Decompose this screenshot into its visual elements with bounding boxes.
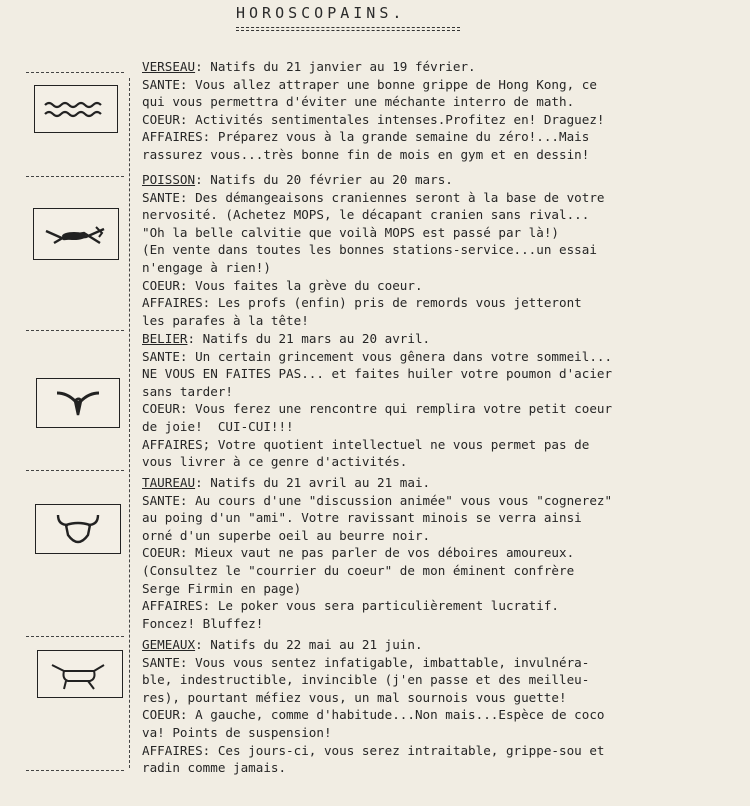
title-underline: [236, 27, 460, 31]
sign-text-line: Foncez! Bluffez!: [142, 615, 264, 631]
horoscope-entry-poisson: [142, 171, 746, 329]
sign-text-line: Serge Firmin en page): [142, 580, 302, 596]
margin-mark: [26, 330, 124, 331]
sign-text-line: orné d'un superbe oeil au beurre noir.: [142, 527, 431, 543]
sign-dates: : Natifs du 21 mars au 20 avril.: [187, 331, 431, 346]
gemini-twins-icon: [37, 650, 123, 698]
margin-divider: [129, 78, 130, 768]
sign-text-line: nervosité. (Achetez MOPS, le décapant cranien sans rival...: [142, 207, 590, 223]
horoscope-entry-belier: [142, 330, 746, 471]
sign-text-line: AFFAIRES: Les profs (enfin) pris de remords vous jetteront: [142, 295, 582, 311]
sign-text-line: (En vente dans toutes les bonnes stations-service...un essai: [142, 242, 597, 258]
sign-text-line: SANTE: Vous vous sentez infatigable, imbattable, invulnéra-: [142, 654, 590, 670]
sign-text-line: va! Points de suspension!: [142, 724, 332, 740]
sign-text-line: AFFAIRES: Le poker vous sera particulièrement lucratif.: [142, 598, 560, 614]
sign-text-line: SANTE: Vous allez attraper une bonne grippe de Hong Kong, ce: [142, 76, 597, 92]
sign-header: [142, 58, 746, 76]
sign-name: TAUREAU: [142, 475, 196, 490]
sign-name: POISSON: [142, 172, 196, 187]
page-title: HOROSCOPAINS.: [236, 4, 406, 22]
sign-text-line: COEUR: Mieux vaut ne pas parler de vos déboires amoureux.: [142, 545, 575, 561]
margin-mark: [26, 636, 124, 637]
sign-text-line: radin comme jamais.: [142, 760, 287, 776]
sign-text-line: ble, indestructible, invincible (j'en passe et des meilleu-: [142, 672, 590, 688]
margin-mark: [26, 770, 124, 771]
sign-text-line: res), pourtant méfiez vous, un mal sournois vous guette!: [142, 689, 567, 705]
sign-text-line: SANTE: Un certain grincement vous gênera dans votre sommeil...: [142, 348, 613, 364]
sign-text-line: sans tarder!: [142, 383, 233, 399]
sign-text-line: rassurez vous...très bonne fin de mois en gym et en dessin!: [142, 146, 590, 162]
sign-dates: : Natifs du 22 mai au 21 juin.: [195, 637, 423, 652]
horoscope-entry-gemeaux: [142, 636, 746, 777]
sign-text-line: SANTE: Des démangeaisons craniennes seront à la base de votre: [142, 189, 605, 205]
sign-header: [142, 330, 746, 348]
sign-text-line: COEUR: Vous faites la grève du coeur.: [142, 277, 423, 293]
sign-text-line: de joie! CUI-CUI!!!: [142, 418, 294, 434]
sign-text-line: au poing d'un "ami". Votre ravissant minois se verra ainsi: [142, 510, 582, 526]
margin-mark: [26, 470, 124, 471]
sign-text-line: vous livrer à ce genre d'activités.: [142, 454, 408, 470]
sign-text-line: n'engage à rien!): [142, 259, 271, 275]
sign-name: GEMEAUX: [142, 637, 196, 652]
sign-text-line: COEUR: Vous ferez une rencontre qui remplira votre petit coeur: [142, 401, 613, 417]
sign-dates: : Natifs du 20 février au 20 mars.: [195, 172, 453, 187]
sign-text-line: (Consultez le "courrier du coeur" de mon éminent confrère: [142, 562, 575, 578]
sign-header: [142, 171, 746, 189]
sign-text-line: AFFAIRES: Préparez vous à la grande semaine du zéro!...Mais: [142, 129, 590, 145]
sign-name: VERSEAU: [142, 59, 196, 74]
aquarius-waves-icon: [34, 85, 118, 133]
sign-name: BELIER: [142, 331, 188, 346]
sign-dates: : Natifs du 21 janvier au 19 février.: [195, 59, 476, 74]
sign-text-line: "Oh la belle calvitie que voilà MOPS est passé par là!): [142, 224, 560, 240]
sign-text-line: qui vous permettra d'éviter une méchante interro de math.: [142, 94, 575, 110]
margin-mark: [26, 176, 124, 177]
aries-ram-icon: [36, 378, 120, 428]
sign-text-line: COEUR: Activités sentimentales intenses.Profitez en! Draguez!: [142, 111, 605, 127]
sign-text-line: AFFAIRES: Ces jours-ci, vous serez intraitable, grippe-sou et: [142, 742, 605, 758]
sign-text-line: AFFAIRES; Votre quotient intellectuel ne vous permet pas de: [142, 436, 590, 452]
sign-header: [142, 636, 746, 654]
pisces-fish-icon: [33, 208, 119, 260]
horoscope-entry-verseau: [142, 58, 746, 164]
sign-text-line: COEUR: A gauche, comme d'habitude...Non mais...Espèce de coco: [142, 707, 605, 723]
margin-mark: [26, 72, 124, 73]
sign-text-line: NE VOUS EN FAITES PAS... et faites huiler votre poumon d'acier: [142, 366, 613, 382]
sign-header: [142, 474, 746, 492]
sign-dates: : Natifs du 21 avril au 21 mai.: [195, 475, 431, 490]
horoscope-entry-taureau: [142, 474, 746, 632]
taurus-bull-icon: [35, 504, 121, 554]
sign-text-line: SANTE: Au cours d'une "discussion animée" vous vous "cognerez": [142, 492, 613, 508]
sign-text-line: les parafes à la tête!: [142, 312, 309, 328]
